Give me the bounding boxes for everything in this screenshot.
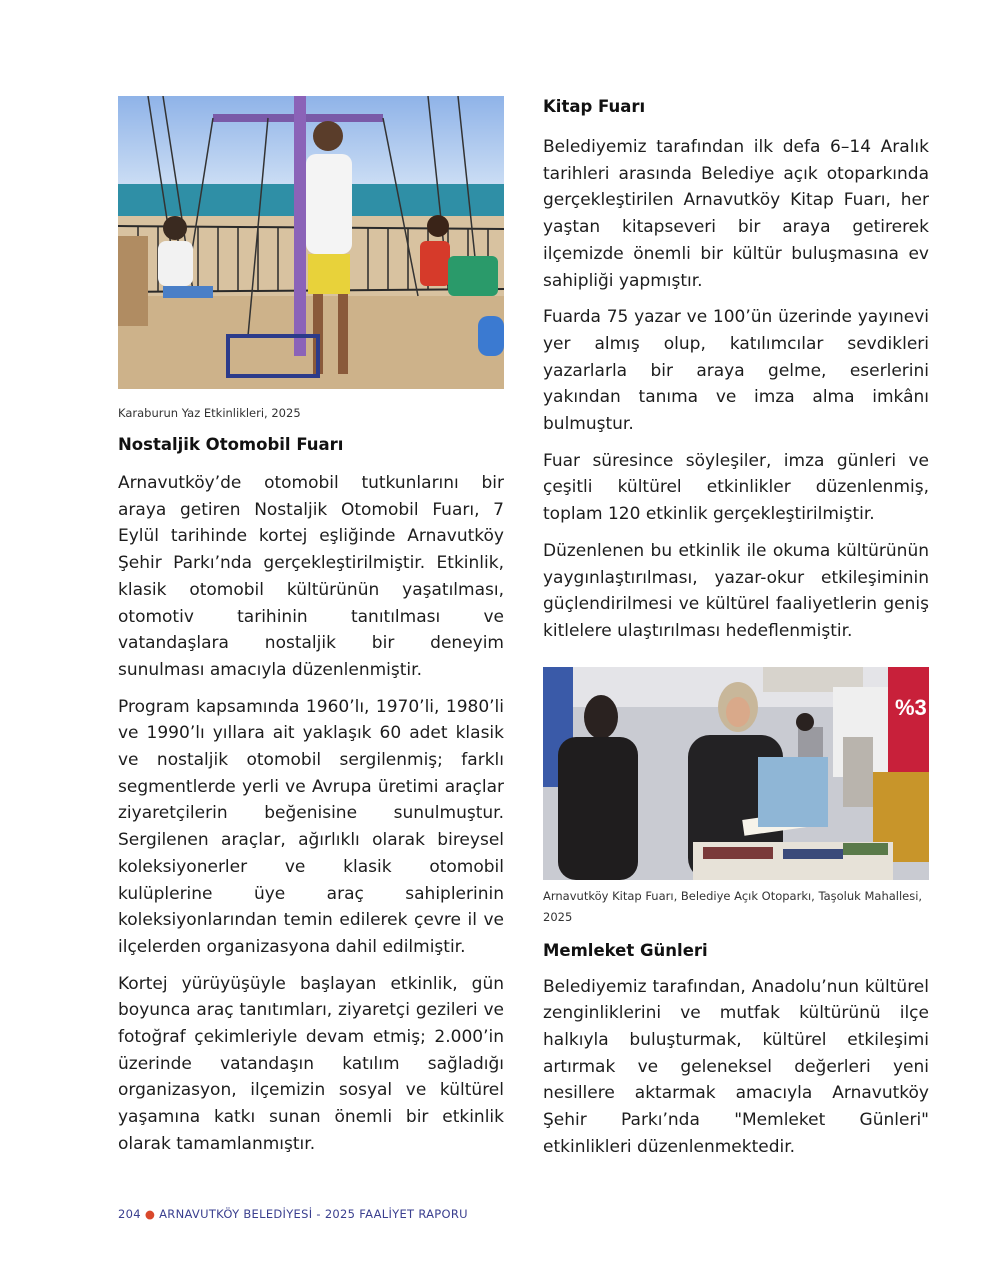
paragraph: Düzenlenen bu etkinlik ile okuma kültürünün yaygınlaştırılması, yazar-okur etkileşiminin güçlendirilmesi ve kültürel faaliyetlerin geniş kitlelere ulaştırılması hedeflenmiştir. — [543, 540, 929, 641]
section-heading-nostaljik: Nostaljik Otomobil Fuarı — [118, 435, 344, 454]
paragraph: Program kapsamında 1960’lı, 1970’li, 1980’li ve 1990’lı yıllara ait yaklaşık 60 adet klasik ve nostaljik otomobil sergilenmiş; farklı segmentlerde yerli ve Avrupa üretimi araçlar ziyaretçilerin beğenisine sunulmuştur. Sergilenen araçlar, ağırlıklı olarak bireysel koleksiyonerler ve klasik otomobil kulüplerine üye araç sahiplerinin koleksiyonlarından temin edilerek çevre il ve ilçelerden organizasyona dahil edilmiştir. — [118, 696, 504, 957]
right-column — [543, 96, 929, 1161]
footer-separator: - — [316, 1207, 321, 1221]
footer-title: ARNAVUTKÖY BELEDİYESİ — [159, 1207, 313, 1221]
karaburun-photo — [118, 96, 504, 389]
footer-report: 2025 FAALİYET RAPORU — [324, 1207, 468, 1221]
paragraph: Arnavutköy’de otomobil tutkunlarını bir araya getiren Nostaljik Otomobil Fuarı, 7 Eylül tarihinde kortej eşliğinde Arnavutköy Şehir Parkı’nda gerçekleştirilmiştir. Etkinlik, klasik otomobil kültürünün yaşatılması, otomotiv tarihinin tanıtılması ve vatandaşlara nostaljik bir deneyim sunulması amacıyla düzenlenmiştir. — [118, 473, 504, 680]
photo-caption: Arnavutköy Kitap Fuarı, Belediye Açık Otoparkı, Taşoluk Mahallesi, 2025 — [543, 888, 923, 924]
sign-text: %3 — [895, 694, 927, 720]
page-footer — [118, 1207, 468, 1221]
swing-scene-illustration — [118, 96, 504, 389]
book-fair-illustration — [543, 667, 929, 880]
page-number: 204 — [118, 1207, 141, 1221]
left-column — [118, 96, 504, 1158]
kitap-fuari-photo — [543, 667, 929, 880]
paragraph: Fuarda 75 yazar ve 100’ün üzerinde yayınevi yer almış olup, katılımcılar sevdikleri yazarlarla bir araya gelme, eserlerini yakından tanıma ve imza alma imkânı bulmuştur. — [543, 307, 929, 435]
photo-caption: Karaburun Yaz Etkinlikleri, 2025 — [118, 406, 301, 420]
paragraph: Kortej yürüyüşüyle başlayan etkinlik, gün boyunca araç tanıtımları, ziyaretçi gezileri ve fotoğraf çekimleriyle devam etmiş; 2.000’in üzerinde vatandaşın katılım sağladığı organizasyon, ilçemizin sosyal ve kültürel yaşamına katkı sunan önemli bir etkinlik olarak tamamlanmıştır. — [118, 973, 504, 1154]
section-heading-kitap-fuari: Kitap Fuarı — [543, 97, 646, 116]
bullet-icon: ● — [144, 1207, 156, 1221]
section-heading-memleket-gunleri: Memleket Günleri — [543, 940, 708, 960]
paragraph: Belediyemiz tarafından, Anadolu’nun kültürel zenginliklerini ve mutfak kültürünü ilçe halkıyla buluşturmak, kültürel etkileşimi artırmak ve geleneksel değerleri yeni nesillere aktarmak amacıyla Arnavutköy Şehir Parkı’nda "Memleket Günleri" etkinlikleri düzenlenmektedir. — [543, 976, 929, 1157]
paragraph: Fuar süresince söyleşiler, imza günleri ve çeşitli kültürel etkinlikler düzenlenmiş, toplam 120 etkinlik gerçekleştirilmiştir. — [543, 450, 929, 525]
paragraph: Belediyemiz tarafından ilk defa 6–14 Aralık tarihleri arasında Belediye açık otoparkında gerçekleştirilen Arnavutköy Kitap Fuarı, her yaştan kitapseveri bir araya getirerek ilçemizde önemli bir kültür buluşmasına ev sahipliği yapmıştır. — [543, 137, 929, 291]
